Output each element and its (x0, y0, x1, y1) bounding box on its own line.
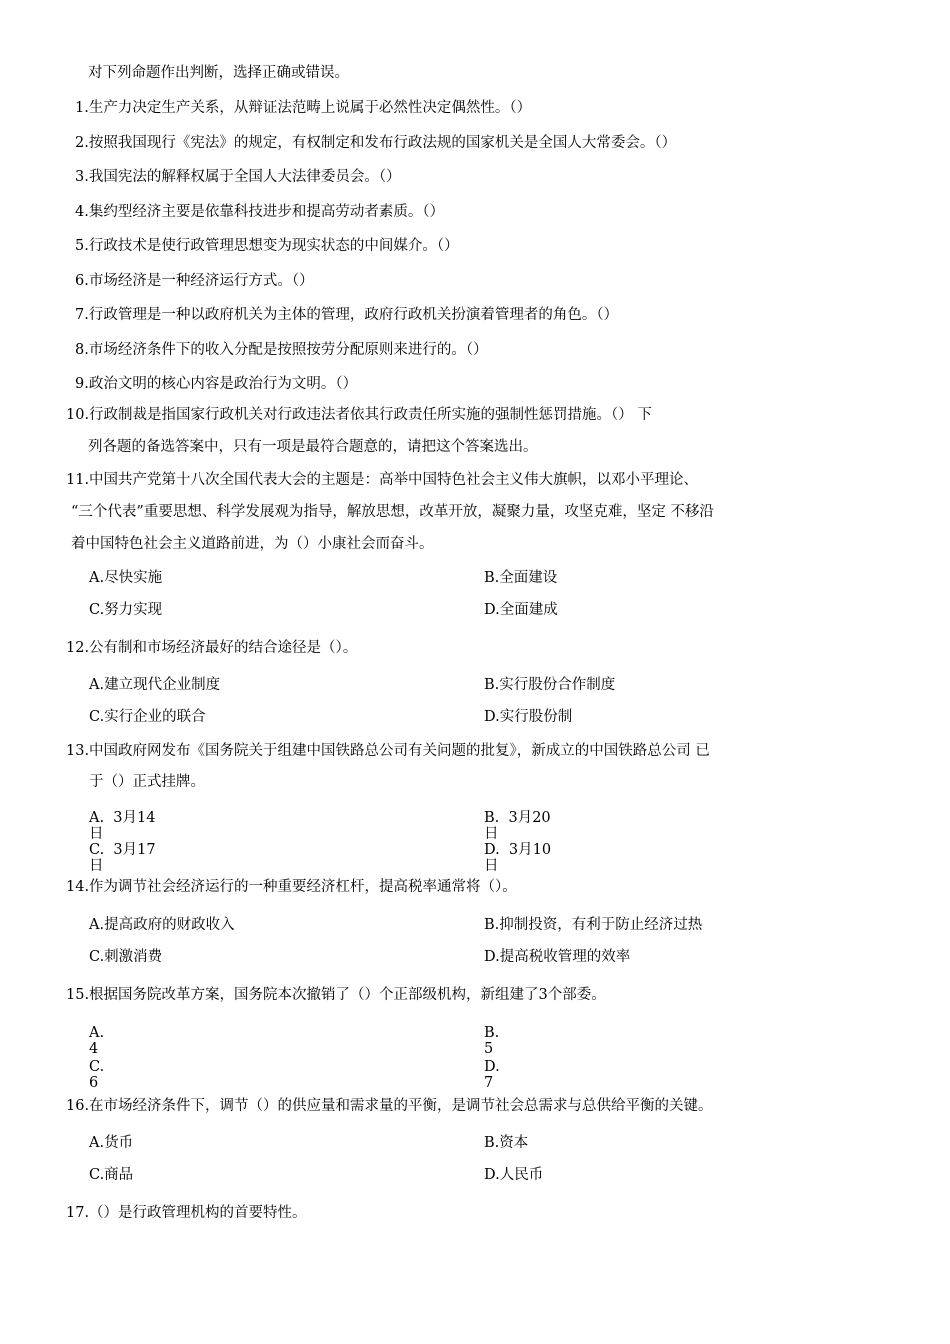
judge-item-7: 7.行政管理是一种以政府机关为主体的管理，政府行政机关扮演着管理者的角色。（） (75, 307, 619, 323)
judge-intro: 对下列命题作出判断，选择正确或错误。 (88, 65, 349, 81)
q16-option-b[interactable]: B.资本 (484, 1135, 529, 1151)
judge-item-8: 8.市场经济条件下的收入分配是按照按劳分配原则来进行的。（） (75, 342, 488, 358)
judge-item-10: 10.行政制裁是指国家行政机关对行政违法者依其行政责任所实施的强制性惩罚措施。（） 下 (66, 407, 652, 423)
judge-item-5: 5.行政技术是使行政管理思想变为现实状态的中间媒介。（） (75, 238, 459, 254)
judge-item-1: 1.生产力决定生产关系，从辩证法范畴上说属于必然性决定偶然性。（） (75, 100, 532, 116)
q11-option-d[interactable]: D.全面建成 (484, 602, 558, 618)
q11-line-3: 着中国特色社会主义道路前进，为（）小康社会而奋斗。 (71, 536, 434, 552)
q11-line-1: 11.中国共产党第十八次全国代表大会的主题是：高举中国特色社会主义伟大旗帜，以邓小平理论、 (66, 472, 699, 488)
q13-option-b[interactable]: B. 3月20 日 (484, 810, 551, 842)
choice-intro: 列各题的备选答案中，只有一项是最符合题意的，请把这个答案选出。 (88, 439, 538, 455)
q12-stem: 12.公有制和市场经济最好的结合途径是（）。 (66, 640, 358, 656)
judge-item-2: 2.按照我国现行《宪法》的规定，有权制定和发布行政法规的国家机关是全国人大常委会。（） (75, 135, 677, 151)
q16-option-a[interactable]: A.货币 (89, 1135, 134, 1151)
q16-stem: 16.在市场经济条件下，调节（）的供应量和需求量的平衡，是调节社会总需求与总供给平衡的关键。 (66, 1098, 713, 1114)
q14-option-a[interactable]: A.提高政府的财政收入 (89, 917, 235, 933)
judge-item-6: 6.市场经济是一种经济运行方式。（） (75, 273, 314, 289)
q16-option-c[interactable]: C.商品 (89, 1167, 134, 1183)
q13-option-c[interactable]: C. 3月17 日 (89, 842, 156, 874)
q13-option-a[interactable]: A. 3月14 日 (89, 810, 156, 842)
judge-item-9: 9.政治文明的核心内容是政治行为文明。（） (75, 376, 358, 392)
q12-option-c[interactable]: C.实行企业的联合 (89, 709, 206, 725)
q13-line-2: 于（）正式挂牌。 (89, 774, 205, 790)
q12-option-d[interactable]: D.实行股份制 (484, 709, 573, 725)
q12-option-a[interactable]: A.建立现代企业制度 (89, 677, 221, 693)
q14-stem: 14.作为调节社会经济运行的一种重要经济杠杆，提高税率通常将（）。 (66, 879, 517, 895)
q14-option-b[interactable]: B.抑制投资，有利于防止经济过热 (484, 917, 703, 933)
q15-option-a[interactable]: A. 4 (89, 1025, 105, 1057)
judge-item-4: 4.集约型经济主要是依靠科技进步和提高劳动者素质。（） (75, 204, 445, 220)
q13-option-d[interactable]: D. 3月10 日 (484, 842, 552, 874)
q14-option-d[interactable]: D.提高税收管理的效率 (484, 949, 631, 965)
q11-option-a[interactable]: A.尽快实施 (89, 570, 163, 586)
q11-option-c[interactable]: C.努力实现 (89, 602, 163, 618)
q13-line-1: 13.中国政府网发布《国务院关于组建中国铁路总公司有关问题的批复》，新成立的中国铁路总公司 已 (66, 743, 710, 759)
q15-option-d[interactable]: D. 7 (484, 1059, 500, 1091)
q12-option-b[interactable]: B.实行股份合作制度 (484, 677, 616, 693)
q15-stem: 15.根据国务院改革方案，国务院本次撤销了（）个正部级机构，新组建了3个部委。 (66, 987, 606, 1003)
q11-line-2: “三个代表”重要思想、科学发展观为指导，解放思想，改革开放，凝聚力量，攻坚克难，坚定 不移沿 (71, 504, 714, 520)
q15-option-c[interactable]: C. 6 (89, 1059, 105, 1091)
judge-item-3: 3.我国宪法的解释权属于全国人大法律委员会。（） (75, 169, 401, 185)
q15-option-b[interactable]: B. 5 (484, 1025, 500, 1057)
q16-option-d[interactable]: D.人民币 (484, 1167, 544, 1183)
q11-option-b[interactable]: B.全面建设 (484, 570, 558, 586)
q14-option-c[interactable]: C.刺激消费 (89, 949, 163, 965)
q17-stem: 17.（）是行政管理机构的首要特性。 (66, 1205, 307, 1221)
